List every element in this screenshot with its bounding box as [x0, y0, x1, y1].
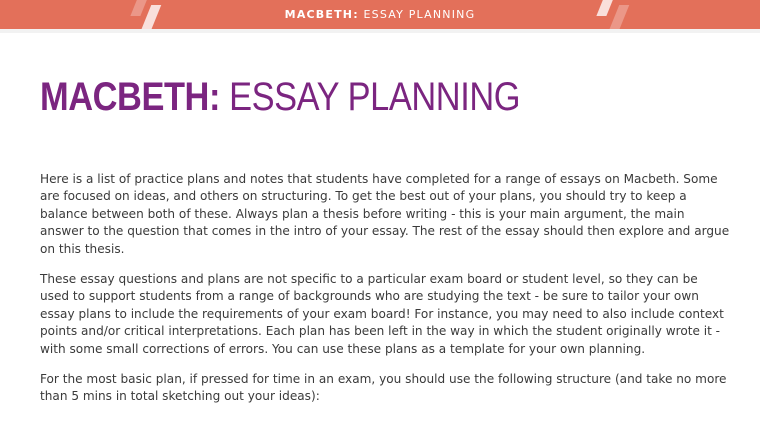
page-title — [40, 72, 520, 122]
header-bar — [0, 0, 760, 29]
paragraph: Here is a list of practice plans and notes that students have completed for a range of essays on Macbeth. Some are focused on ideas, and others on structuring. To get the best out of your plans, you should try to keep a balance between both of these. Always plan a thesis before writing - this is your main argument, the main answer to the question that comes in the intro of your essay. The rest of the essay should then explore and argue on this thesis. — [40, 172, 730, 256]
header-divider — [0, 29, 760, 33]
paragraph: For the most basic plan, if pressed for time in an exam, you should use the following structure (and take no more than 5 mins in total sketching out your ideas): — [40, 372, 727, 404]
intro-text — [40, 171, 730, 419]
header-title-light: ESSAY PLANNING — [358, 8, 476, 21]
header-title — [0, 0, 760, 29]
header-title-bold: MACBETH: — [284, 8, 359, 21]
page-title-bold: MACBETH: — [40, 75, 221, 119]
paragraph: These essay questions and plans are not specific to a particular exam board or student level, so they can be used to support students from a range of backgrounds who are studying the text - be sure to tailor your own essay plans to include the requirements of your exam board! For instance, you may need to also include context points and/or critical interpretations. Each plan has been left in the way in which the student originally wrote it - with some small corrections of errors. You can use these plans as a template for your own planning. — [40, 272, 724, 356]
page-title-light: ESSAY PLANNING — [220, 75, 521, 119]
